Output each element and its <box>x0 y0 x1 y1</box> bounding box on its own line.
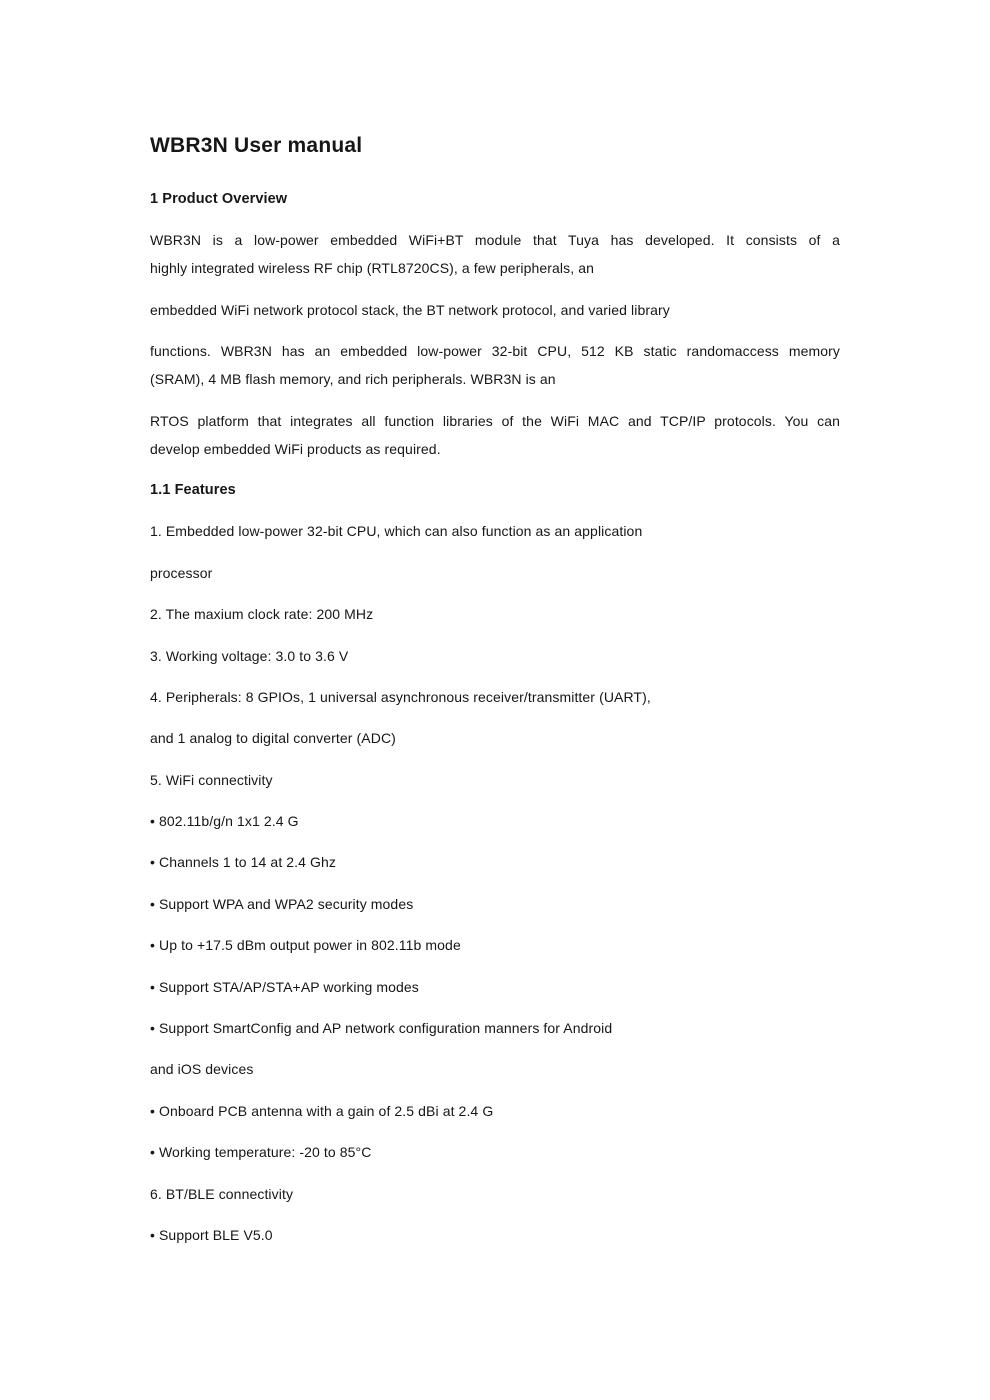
section-heading-features: 1.1 Features <box>150 481 236 498</box>
paragraph-line: functions. WBR3N has an embedded low-power 32-bit CPU, 512 KB static randomaccess memory <box>150 343 840 360</box>
bullet-item: • Up to +17.5 dBm output power in 802.11b mode <box>150 937 461 954</box>
paragraph-line: highly integrated wireless RF chip (RTL8720CS), a few peripherals, an <box>150 260 594 277</box>
document-title: WBR3N User manual <box>150 134 363 157</box>
feature-line: 3. Working voltage: 3.0 to 3.6 V <box>150 647 349 664</box>
bullet-item: • Working temperature: -20 to 85°C <box>150 1144 372 1161</box>
feature-line: 5. WiFi connectivity <box>150 771 273 788</box>
paragraph-line: embedded WiFi network protocol stack, the BT network protocol, and varied library <box>150 301 670 318</box>
feature-line: 1. Embedded low-power 32-bit CPU, which can also function as an application <box>150 523 643 540</box>
bullet-item-continuation: and iOS devices <box>150 1061 254 1078</box>
paragraph-line: (SRAM), 4 MB flash memory, and rich peripherals. WBR3N is an <box>150 371 556 388</box>
bullet-item: • Onboard PCB antenna with a gain of 2.5 dBi at 2.4 G <box>150 1102 494 1119</box>
feature-line: and 1 analog to digital converter (ADC) <box>150 730 396 747</box>
feature-line: 6. BT/BLE connectivity <box>150 1185 294 1202</box>
feature-line: processor <box>150 564 213 581</box>
paragraph-line: RTOS platform that integrates all function libraries of the WiFi MAC and TCP/IP protocols. You can <box>150 412 840 429</box>
bullet-item: • Support BLE V5.0 <box>150 1226 273 1243</box>
feature-line: 4. Peripherals: 8 GPIOs, 1 universal asynchronous receiver/transmitter (UART), <box>150 688 651 705</box>
bullet-item: • Support SmartConfig and AP network configuration manners for Android <box>150 1020 613 1037</box>
bullet-item: • Channels 1 to 14 at 2.4 Ghz <box>150 854 337 871</box>
bullet-item: • 802.11b/g/n 1x1 2.4 G <box>150 813 299 830</box>
section-heading-product-overview: 1 Product Overview <box>150 191 288 207</box>
bullet-item: • Support STA/AP/STA+AP working modes <box>150 978 419 995</box>
bullet-item: • Support WPA and WPA2 security modes <box>150 895 414 912</box>
feature-line: 2. The maxium clock rate: 200 MHz <box>150 606 374 623</box>
paragraph-line: develop embedded WiFi products as required. <box>150 440 441 457</box>
paragraph-line: WBR3N is a low-power embedded WiFi+BT module that Tuya has developed. It consists of a <box>150 232 840 249</box>
